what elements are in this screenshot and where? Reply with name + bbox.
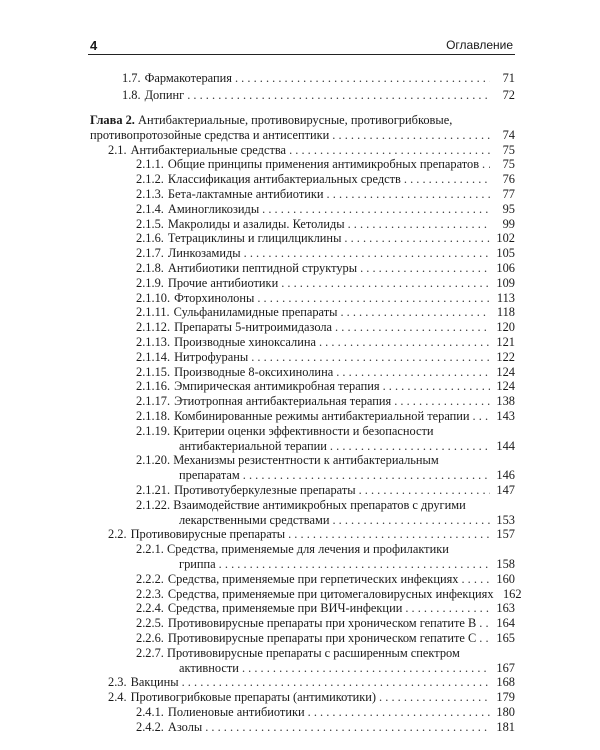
entry-number: 2.1.14. [136, 349, 171, 364]
entry-page: 120 [496, 320, 515, 335]
toc-entry[interactable] [136, 572, 515, 587]
toc-entry[interactable] [136, 320, 515, 335]
leader-dots [340, 305, 490, 320]
entry-title: Средства, применяемые при герпетических инфекциях [167, 571, 459, 586]
toc-entry[interactable] [136, 646, 460, 661]
leader-dots [319, 335, 490, 350]
leader-dots [335, 320, 490, 335]
entry-page: 144 [496, 438, 515, 453]
entry-title: Фторхинолоны [174, 290, 255, 305]
entry-number: 2.1.22. [136, 497, 171, 512]
toc-entry[interactable] [136, 409, 515, 424]
toc-entry[interactable] [136, 631, 515, 646]
entry-number: 2.1.10. [136, 290, 171, 305]
leader-dots [289, 143, 490, 158]
toc-entry[interactable] [136, 231, 515, 246]
entry-page: 71 [502, 71, 515, 85]
entry-number: 2.1.21. [136, 483, 171, 497]
entry-page: 180 [496, 705, 515, 719]
leader-dots [461, 572, 490, 587]
leader-dots [257, 291, 490, 306]
toc-entry[interactable] [179, 661, 515, 676]
entry-number: 1.7. [122, 71, 141, 85]
entry-page: 153 [496, 512, 515, 527]
entry-title: Средства, применяемые для лечения и профилактики [167, 542, 449, 557]
toc-entry[interactable] [136, 705, 515, 720]
entry-page: 143 [496, 409, 515, 423]
leader-dots [482, 157, 490, 172]
entry-number: 2.1.12. [136, 320, 171, 335]
entry-number: 2.1.17. [136, 394, 171, 409]
entry-page: 74 [502, 127, 515, 142]
entry-number: 2.2. [108, 527, 127, 542]
toc-entry[interactable] [122, 88, 515, 103]
entry-number: 2.1.18. [136, 409, 171, 423]
leader-dots [360, 261, 490, 276]
entry-number: 2.2.4. [136, 601, 164, 616]
entry-title: Вакцины [130, 675, 179, 690]
toc-entry[interactable] [136, 616, 515, 631]
entry-title: препаратам [179, 468, 240, 483]
toc-entry[interactable] [136, 276, 515, 291]
entry-page: 179 [496, 690, 515, 705]
toc-entry[interactable] [136, 720, 515, 735]
page-number: 4 [90, 38, 98, 53]
entry-title: Этиотропная антибактериальная терапия [174, 394, 392, 409]
toc-entry[interactable] [179, 439, 515, 454]
entry-title: Препараты 5-нитроимидазола [174, 320, 333, 335]
entry-number: 2.4. [108, 690, 127, 705]
entry-title: противопротозойные средства и антисептики [90, 127, 330, 142]
toc-entry[interactable] [136, 542, 449, 557]
entry-number: 2.1.4. [136, 201, 164, 216]
leader-dots [479, 616, 490, 631]
entry-title: Сульфаниламидные препараты [173, 305, 338, 320]
entry-title: Общие принципы применения антимикробных препаратов [167, 157, 480, 172]
leader-dots [383, 379, 490, 394]
leader-dots [394, 394, 490, 409]
entry-title: лекарственными средствами [179, 512, 330, 527]
entry-number: 2.1.15. [136, 364, 171, 379]
entry-title: Взаимодействие антимикробных препаратов с другими [173, 497, 466, 512]
toc-entry[interactable] [108, 675, 515, 690]
leader-dots [281, 276, 490, 291]
entry-title: Нитрофураны [174, 349, 249, 364]
entry-title: Азолы [167, 719, 203, 734]
entry-title: Полиеновые антибиотики [167, 705, 305, 719]
entry-page: 124 [496, 379, 515, 394]
entry-number: 2.1.5. [136, 216, 164, 231]
toc-entry[interactable] [136, 187, 515, 202]
toc-entry[interactable] [136, 246, 515, 261]
toc-entry[interactable] [136, 202, 515, 217]
leader-dots [182, 675, 490, 690]
entry-page: 105 [496, 246, 515, 261]
toc-entry[interactable] [136, 350, 515, 365]
entry-title: Противовирусные препараты при хроническом гепатите С [167, 631, 477, 645]
leader-dots [205, 720, 490, 735]
entry-number: 2.1.16. [136, 379, 171, 394]
leader-dots [308, 705, 490, 720]
toc-entry[interactable] [136, 157, 515, 172]
entry-number: 2.1.11. [136, 305, 170, 320]
entry-page: 106 [496, 261, 515, 275]
entry-title: Средства, применяемые при ВИЧ-инфекции [167, 601, 403, 616]
toc-entry[interactable] [136, 217, 515, 232]
entry-page: 113 [496, 290, 515, 305]
chapter-title-line1: Антибактериальные, противовирусные, противогрибковые, [138, 113, 453, 127]
entry-title: Противогрибковые препараты (антимикотики) [130, 690, 377, 705]
entry-page: 75 [502, 157, 515, 172]
leader-dots [344, 231, 490, 246]
leader-dots [251, 350, 490, 365]
entry-title: Прочие антибиотики [167, 275, 279, 290]
leader-dots [404, 172, 490, 187]
entry-page: 164 [496, 616, 515, 631]
entry-title: Комбинированные режимы антибактериальной терапии [174, 409, 470, 423]
leader-dots [473, 409, 490, 424]
entry-number: 2.1.20. [136, 453, 171, 468]
entry-title: Аминогликозиды [167, 201, 260, 216]
toc-entry[interactable] [136, 424, 434, 439]
toc-entry[interactable] [136, 394, 515, 409]
entry-number: 2.1.13. [136, 335, 171, 349]
leader-dots [235, 71, 490, 86]
entry-title: Линкозамиды [167, 246, 241, 261]
leader-dots [187, 88, 490, 103]
toc-entry[interactable] [136, 172, 515, 187]
leader-dots [330, 439, 490, 454]
toc-entry[interactable] [179, 557, 515, 572]
entry-title: Допинг [144, 88, 185, 102]
entry-title: Бета-лактамные антибиотики [167, 187, 324, 201]
toc-entry[interactable] [136, 453, 439, 468]
entry-number: 2.1.7. [136, 246, 164, 261]
entry-page: 72 [502, 88, 515, 102]
entry-page: 118 [496, 305, 515, 320]
leader-dots [479, 631, 490, 646]
page-header [88, 34, 515, 55]
entry-page: 168 [496, 675, 515, 690]
entry-title: активности [179, 660, 239, 675]
entry-number: 2.1.6. [136, 231, 164, 246]
entry-page: 76 [502, 172, 515, 187]
entry-title: Механизмы резистентности к антибактериальным [173, 453, 439, 468]
entry-page: 109 [496, 275, 515, 290]
entry-page: 181 [496, 719, 515, 734]
leader-dots [244, 246, 490, 261]
entry-title: Эмпирическая антимикробная терапия [174, 379, 380, 394]
entry-title: Антибиотики пептидной структуры [167, 261, 358, 275]
toc-entry[interactable] [136, 365, 515, 380]
entry-title: Противовирусные препараты с расширенным спектром [167, 645, 460, 660]
running-title: Оглавление [446, 38, 513, 52]
entry-page: 167 [496, 660, 515, 675]
entry-title: Противовирусные препараты при хроническом гепатите В [167, 616, 477, 631]
toc-entry[interactable] [136, 498, 466, 513]
entry-title: Фармакотерапия [144, 71, 232, 85]
toc-entry[interactable] [90, 113, 452, 128]
entry-title: Производные 8-оксихинолина [174, 364, 334, 379]
chapter-label: Глава 2. [90, 113, 135, 127]
entry-title: Противотуберкулезные препараты [174, 483, 356, 497]
entry-page: 121 [496, 335, 515, 349]
toc-entry[interactable] [122, 71, 515, 86]
toc-entry[interactable] [136, 586, 522, 602]
entry-number: 2.1.1. [136, 157, 164, 172]
toc-entry[interactable] [179, 513, 515, 528]
leader-dots [243, 468, 490, 483]
entry-title: антибактериальной терапии [179, 438, 327, 453]
toc-entry[interactable] [108, 143, 515, 158]
entry-page: 122 [496, 349, 515, 364]
entry-number: 2.4.1. [136, 705, 164, 719]
entry-page: 158 [496, 557, 515, 571]
entry-page: 160 [496, 571, 515, 586]
toc-entry[interactable] [179, 468, 515, 483]
leader-dots [288, 527, 490, 542]
entry-title: Противовирусные препараты [130, 527, 286, 542]
entry-title: Тетрациклины и глицилциклины [167, 231, 342, 246]
leader-dots [359, 483, 490, 498]
toc-entry[interactable] [136, 291, 515, 306]
entry-page: 102 [496, 231, 515, 246]
entry-title: Критерии оценки эффективности и безопасности [173, 423, 434, 438]
toc-entry[interactable] [136, 379, 515, 394]
leader-dots [332, 513, 490, 528]
entry-page: 147 [496, 483, 515, 497]
entry-number: 2.1.19. [136, 423, 171, 438]
entry-number: 1.8. [122, 88, 141, 102]
entry-page: 138 [496, 394, 515, 409]
leader-dots [332, 128, 490, 143]
toc-entry[interactable] [136, 483, 515, 498]
leader-dots [379, 690, 490, 705]
entry-page: 124 [496, 364, 515, 379]
leader-dots [327, 187, 490, 202]
toc-entry[interactable] [108, 690, 515, 705]
entry-number: 2.1.8. [136, 261, 164, 275]
entry-page: 75 [502, 142, 515, 157]
entry-number: 2.1. [108, 142, 127, 157]
leader-dots [405, 601, 490, 616]
entry-number: 2.1.3. [136, 187, 164, 201]
entry-number: 2.2.7. [136, 645, 164, 660]
entry-page: 146 [496, 468, 515, 483]
entry-page: 162 [502, 586, 522, 601]
leader-dots [219, 557, 490, 572]
toc-entry[interactable] [136, 335, 515, 350]
entry-page: 163 [496, 601, 515, 616]
leader-dots [262, 202, 490, 217]
entry-number: 2.2.5. [136, 616, 164, 631]
entry-number: 2.2.6. [136, 631, 164, 645]
entry-number: 2.4.2. [136, 719, 164, 734]
entry-page: 165 [496, 631, 515, 645]
leader-dots [242, 661, 490, 676]
toc-entry[interactable] [136, 601, 515, 616]
entry-number: 2.3. [108, 675, 127, 690]
entry-title: Антибактериальные средства [130, 142, 287, 157]
entry-page: 99 [502, 216, 515, 231]
entry-title: Средства, применяемые при цитомегаловирусных инфекциях [167, 586, 494, 601]
toc-entry[interactable] [136, 261, 515, 276]
entry-number: 2.1.9. [136, 275, 164, 290]
entry-number: 2.1.2. [136, 172, 164, 187]
entry-title: гриппа [179, 557, 216, 571]
leader-dots [348, 217, 490, 232]
entry-page: 157 [496, 527, 515, 542]
toc-entry[interactable] [108, 527, 515, 542]
toc-entry[interactable] [136, 305, 515, 320]
toc-entry[interactable] [90, 128, 515, 143]
entry-title: Классификация антибактериальных средств [167, 172, 401, 187]
entry-title: Производные хиноксалина [174, 335, 316, 349]
entry-page: 77 [502, 187, 515, 201]
entry-title: Макролиды и азалиды. Кетолиды [167, 216, 345, 231]
entry-number: 2.2.1. [136, 542, 164, 557]
entry-number: 2.2.2. [136, 571, 164, 586]
leader-dots [336, 365, 490, 380]
entry-number: 2.2.3. [136, 586, 164, 601]
entry-page: 95 [502, 201, 515, 216]
